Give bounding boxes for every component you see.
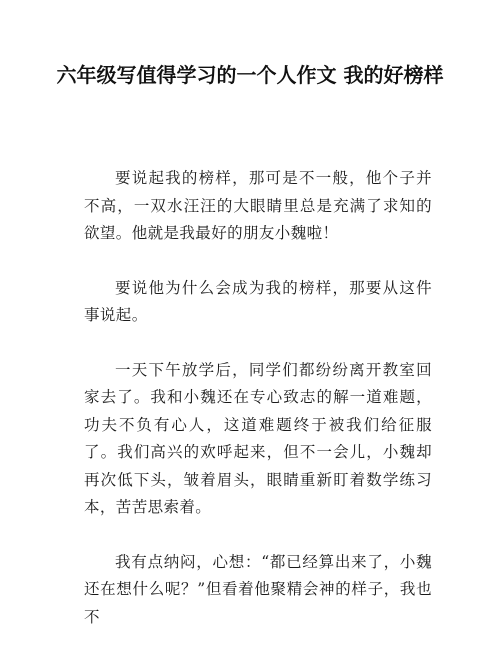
paragraph-1: 要说起我的榜样，那可是不一般，他个子并不高，一双水汪汪的大眼睛里总是充满了求知的欲望。他就是我最好的朋友小魏啦！ [84,169,432,242]
paragraph-3: 一天下午放学后，同学们都纷纷离开教室回家去了。我和小魏还在专心致志的解一道难题，功夫不负有心人，这道难题终于被我们给征服了。我们高兴的欢呼起来，但不一会儿，小魏却再次低下头，皱着眉头，眼睛重新盯着数学练习本，苦苦思索着。 [84,360,432,516]
document-title: 六年级写值得学习的一个人作文 我的好榜样 [56,63,444,87]
paragraph-2: 要说他为什么会成为我的榜样，那要从这件事说起。 [84,278,432,324]
document-body [84,165,432,658]
paragraph-4: 我有点纳闷，心想：“都已经算出来了，小魏还在想什么呢？”但看着他聚精会神的样子，我也不 [84,552,432,626]
